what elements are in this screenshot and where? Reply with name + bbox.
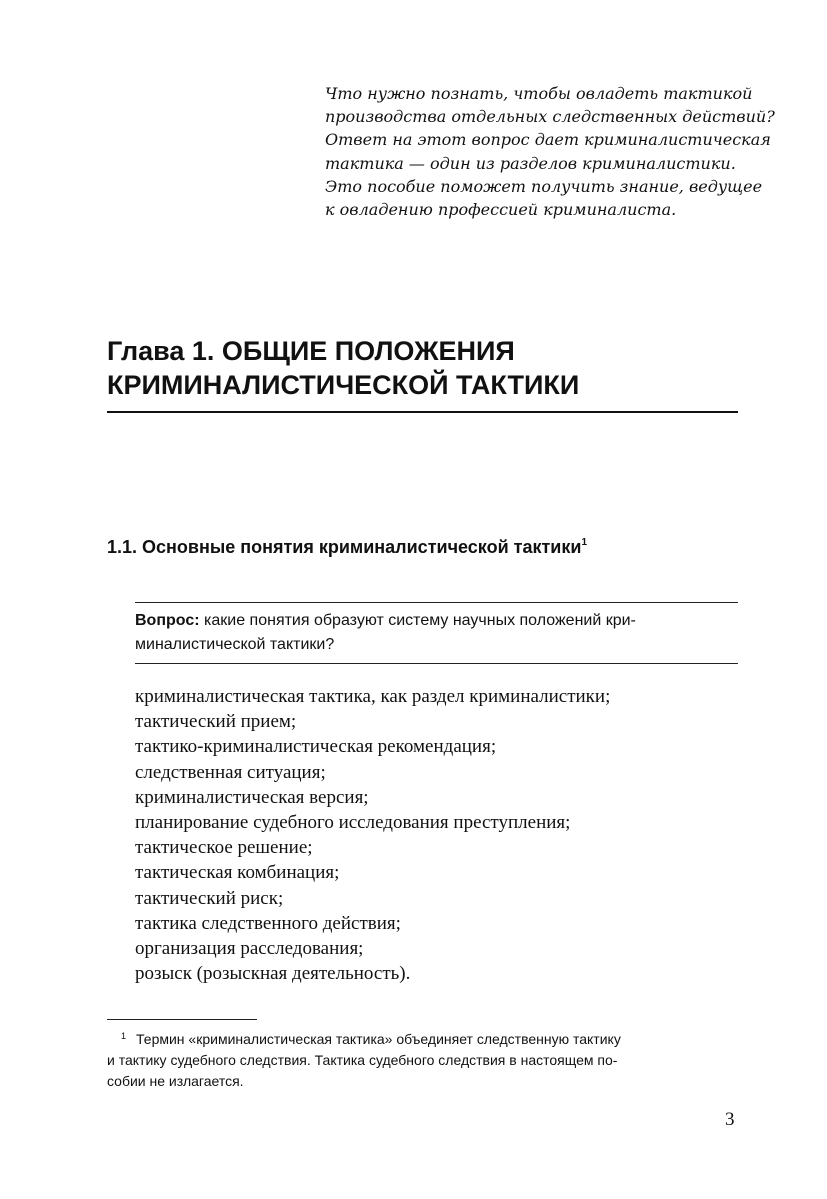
footnote-reference[interactable]: 1 bbox=[581, 537, 587, 548]
question-line-1 bbox=[135, 609, 745, 633]
epigraph bbox=[325, 82, 775, 221]
epigraph-line: к овладению профессией криминалиста. bbox=[325, 200, 677, 220]
list-item: розыск (розыскная деятельность). bbox=[135, 963, 411, 985]
question-top-rule bbox=[135, 602, 738, 603]
epigraph-line: тактика — один из разделов криминалистики. bbox=[325, 153, 736, 173]
footnote-separator bbox=[107, 1019, 257, 1020]
question-text-1: какие понятия образуют систему научных положений кри- bbox=[199, 612, 636, 629]
section-title bbox=[107, 535, 587, 559]
page-number: 3 bbox=[725, 1109, 735, 1130]
list-item: следственная ситуация; bbox=[135, 761, 326, 783]
footnote-text-1: Термин «криминалистическая тактика» объединяет следственную тактику bbox=[136, 1031, 621, 1047]
epigraph-line: Это пособие поможет получить знание, ведущее bbox=[325, 176, 763, 196]
chapter-title bbox=[107, 334, 747, 402]
footnote-text-3: собии не излагается. bbox=[107, 1073, 244, 1089]
chapter-title-line-2: КРИМИНАЛИСТИЧЕСКОЙ ТАКТИКИ bbox=[107, 370, 580, 400]
list-item: криминалистическая версия; bbox=[135, 786, 369, 808]
concepts-list bbox=[135, 684, 610, 986]
epigraph-line: производства отдельных следственных действий? bbox=[325, 107, 775, 127]
chapter-title-line-1: Глава 1. ОБЩИЕ ПОЛОЖЕНИЯ bbox=[107, 336, 515, 366]
question-box bbox=[135, 609, 745, 657]
list-item: тактический риск; bbox=[135, 887, 284, 909]
chapter-divider bbox=[107, 411, 738, 413]
list-item: тактическая комбинация; bbox=[135, 862, 340, 884]
epigraph-line: Ответ на этот вопрос дает криминалистическая bbox=[325, 130, 771, 150]
list-item: тактическое решение; bbox=[135, 837, 313, 859]
list-item: тактический прием; bbox=[135, 711, 297, 733]
question-text-2: миналистической тактики? bbox=[135, 636, 335, 653]
list-item: тактико-криминалистическая рекомендация; bbox=[135, 736, 497, 758]
section-title-text: 1.1. Основные понятия криминалистической тактики bbox=[107, 537, 582, 557]
footnote-line-1 bbox=[107, 1029, 747, 1050]
list-item: организация расследования; bbox=[135, 938, 364, 960]
question-bottom-rule bbox=[135, 663, 738, 664]
footnote-text-2: и тактику судебного следствия. Тактика судебного следствия в настоящем по- bbox=[107, 1052, 618, 1068]
list-item: планирование судебного исследования преступления; bbox=[135, 812, 571, 834]
question-label: Вопрос: bbox=[135, 612, 200, 629]
list-item: тактика следственного действия; bbox=[135, 912, 401, 934]
list-item: криминалистическая тактика, как раздел криминалистики; bbox=[135, 686, 611, 707]
footnote-number: 1 bbox=[121, 1031, 127, 1041]
footnote bbox=[107, 1029, 747, 1092]
epigraph-line: Что нужно познать, чтобы овладеть тактикой bbox=[325, 84, 753, 103]
